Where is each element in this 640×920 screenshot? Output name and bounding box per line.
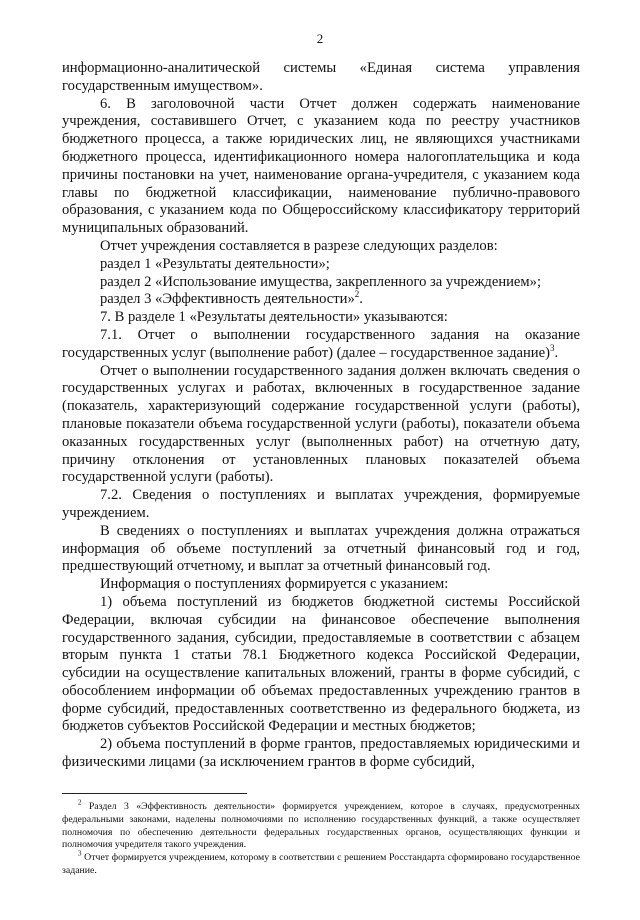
paragraph-text: Отчет о выполнении государственного задания должен включать сведения о государственных услугах и работах, включенных в государственное задание (показатель, характеризующий содержание государственной услуги (работы), плановые показатели объема государственной услуги (работы), показатели объема оказанных государственных услуг (выполненных работ) на отчетную дату, причину отклонения от установленных плановых показателей объема государственной услуги (работы). xyxy=(62,362,580,486)
paragraph xyxy=(62,327,580,363)
paragraph xyxy=(62,363,580,488)
paragraph-text: Отчет учреждения составляется в разрезе следующих разделов: xyxy=(100,237,498,254)
paragraph-text: раздел 1 «Результаты деятельности»; xyxy=(100,255,330,272)
footnote xyxy=(62,849,580,878)
paragraph-text: информационно-аналитической системы «Единая система управления государственным имуществом». xyxy=(62,60,580,94)
paragraph xyxy=(62,238,580,256)
paragraph-text: Информация о поступлениях формируется с указанием: xyxy=(100,576,449,593)
footnote-mark: 3 xyxy=(78,849,82,858)
paragraph xyxy=(62,60,580,96)
paragraph-text: 6. В заголовочной части Отчет должен содержать наименование учреждения, составившего Отчет, с указанием кода по реестру участников бюджетного процесса, а также юридических лиц, не являющихся участниками бюджетного процесса, идентификационного номера налогоплательщика и кода причины постановки на учет, наименование органа-учредителя, с указанием кода главы по бюджетной классификации, наименование публично-правового образования, с указанием кода по Общероссийскому классификатору территорий муниципальных образований. xyxy=(62,95,580,237)
paragraph-text: 7.1. Отчет о выполнении государственного задания на оказание государственных услуг (выполнение работ) (далее – государственное задание) xyxy=(62,326,580,361)
footnote-text: Раздел 3 «Эффективность деятельности» формируется учреждением, которое в случаях, предусмотренных федеральными законами, наделены полномочиями по исполнению государственных функций, а также осуществляет полномочия по обеспечению деятельности федеральных государственных органов, осуществляющих функции и полномочия учредителя такого учреждения. xyxy=(62,801,580,851)
paragraph xyxy=(62,487,580,523)
footnote-mark: 2 xyxy=(78,798,82,807)
paragraph xyxy=(62,594,580,736)
paragraph-text: 1) объема поступлений из бюджетов бюджетной системы Российской Федерации, включая субсидии на финансовое обеспечение выполнения государственного задания, субсидии, предоставляемые в соответствии с абзацем вторым пункта 1 статьи 78.1 Бюджетного кодекса Российской Федерации, субсидии на осуществление капитальных вложений, гранты в форме субсидий, с обособлением информации об объемах предоставленных учреждению грантов в форме субсидий, предоставленных соответственно из федерального бюджета, из бюджетов субъектов Российской Федерации и местных бюджетов; xyxy=(62,593,580,735)
paragraph xyxy=(62,576,580,594)
paragraph xyxy=(62,96,580,238)
paragraph xyxy=(62,736,580,772)
paragraph-text: 2) объема поступлений в форме грантов, предоставляемых юридическими и физическими лицами (за исключением грантов в форме субсидий, xyxy=(62,736,580,771)
paragraph-text: 7. В разделе 1 «Результаты деятельности» указываются: xyxy=(100,309,448,326)
footnote-separator xyxy=(62,793,247,794)
paragraph xyxy=(62,274,580,292)
paragraph xyxy=(62,523,580,576)
body-text xyxy=(62,60,580,772)
paragraph-tail: . xyxy=(554,344,559,361)
page-number: 2 xyxy=(316,31,324,46)
footnote-ref: 3 xyxy=(549,342,555,353)
paragraph xyxy=(62,309,580,327)
paragraph xyxy=(62,256,580,274)
paragraph-text: 7.2. Сведения о поступлениях и выплатах учреждения, формируемые учреждением. xyxy=(62,487,580,521)
footnote-ref: 2 xyxy=(354,289,360,300)
paragraph-tail: . xyxy=(359,291,363,308)
footnotes xyxy=(62,798,580,878)
footnote-text: Отчет формируется учреждением, которому в соответствии с решением Росстандарта сформировано государственное задание. xyxy=(62,852,580,876)
paragraph-text: раздел 2 «Использование имущества, закрепленного за учреждением»; xyxy=(100,273,541,290)
paragraph xyxy=(62,291,580,309)
paragraph-text: В сведениях о поступлениях и выплатах учреждения должна отражаться информация об объеме поступлений за отчетный финансовый год и год, предшествующий отчетному, и выплат за отчетный финансовый год. xyxy=(62,522,580,575)
paragraph-text: раздел 3 «Эффективность деятельности» xyxy=(100,291,355,308)
footnote xyxy=(62,798,580,852)
